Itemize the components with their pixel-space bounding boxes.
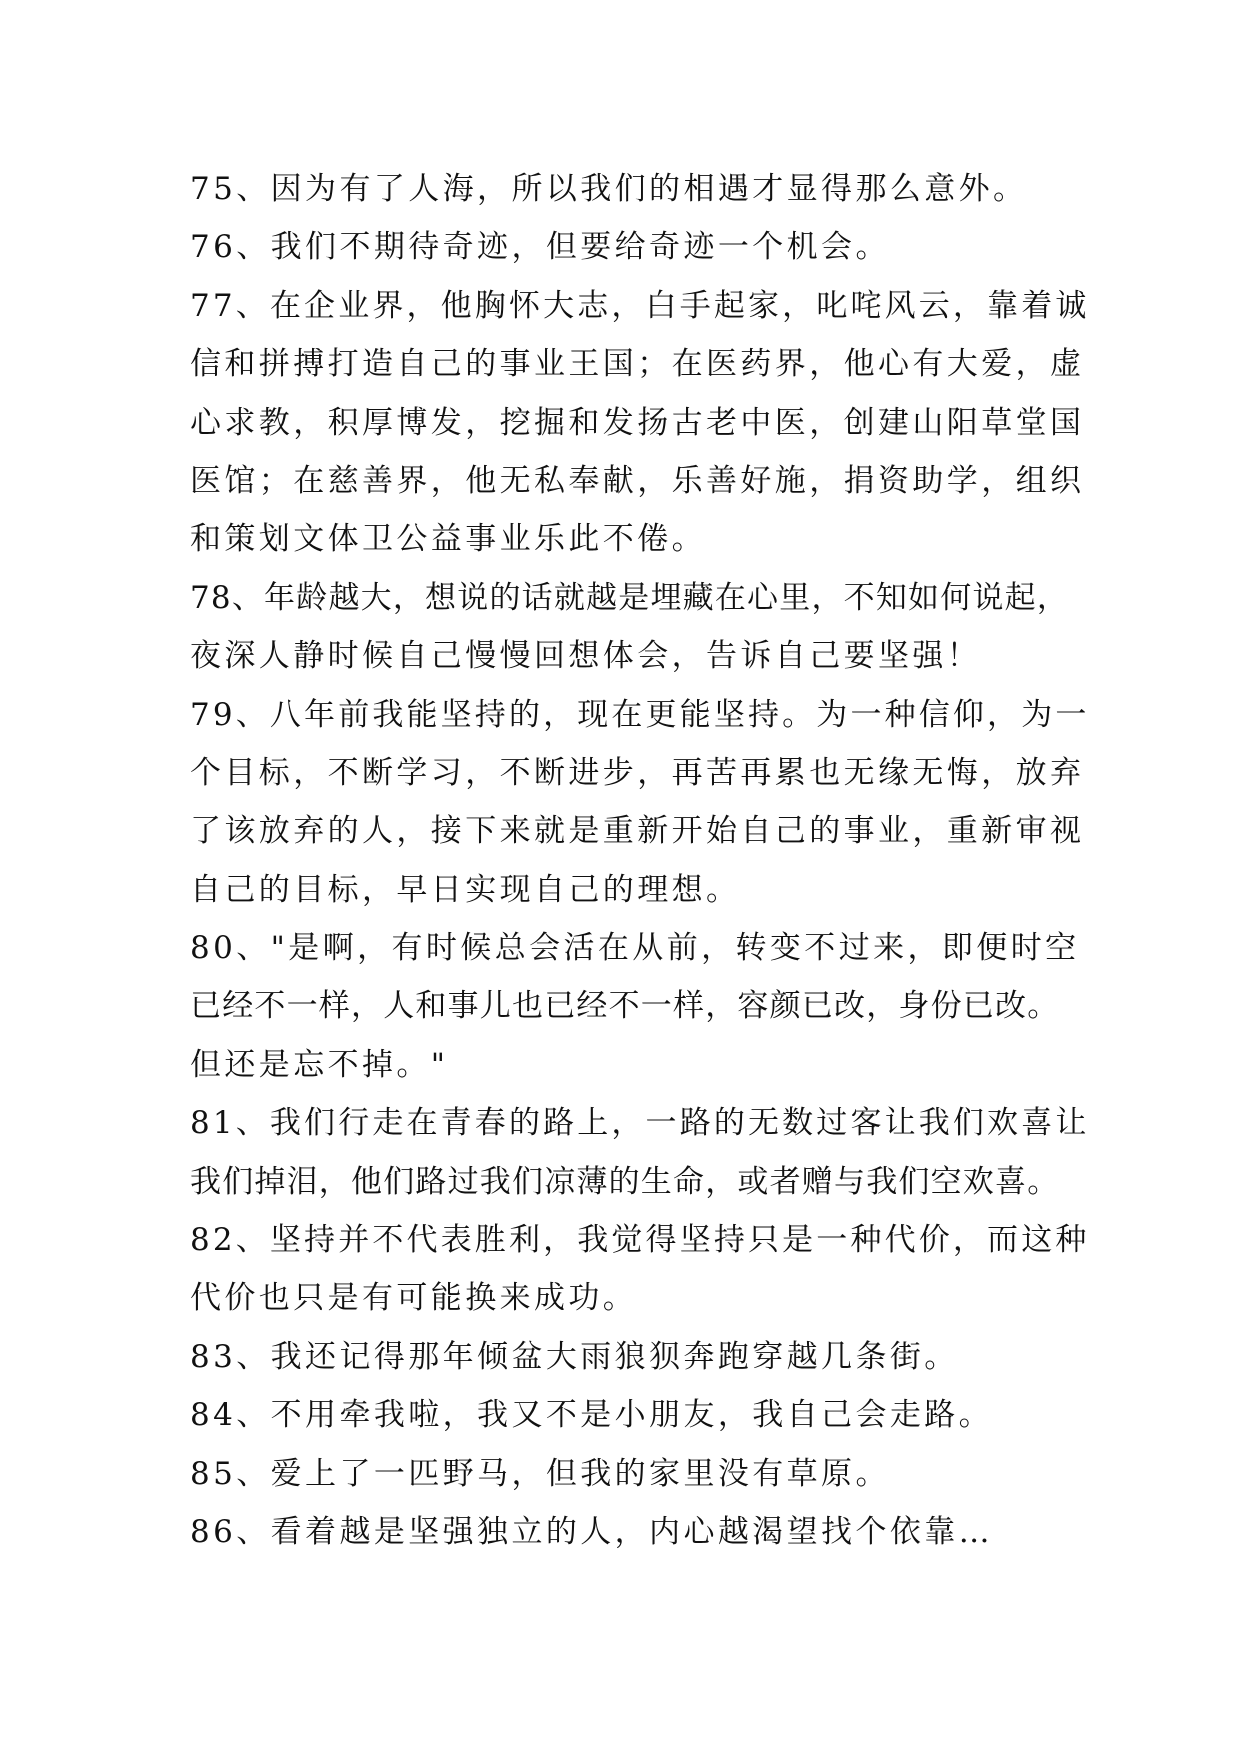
- text-line: 信和拼搏打造自己的事业王国；在医药界，他心有大爱，虚: [190, 346, 1085, 383]
- text-line: 81、我们行走在青春的路上，一路的无数过客让我们欢喜让: [190, 1105, 1090, 1142]
- text-line: 和策划文体卫公益事业乐此不倦。: [190, 521, 706, 558]
- text-line: 已经不一样，人和事儿也已经不一样，容颜已改，身份已改。: [190, 988, 1060, 1025]
- text-line: 84、不用牵我啦，我又不是小朋友，我自己会走路。: [190, 1397, 994, 1434]
- text-line: 79、八年前我能坚持的，现在更能坚持。为一种信仰，为一: [190, 696, 1090, 733]
- text-line: 83、我还记得那年倾盆大雨狼狈奔跑穿越几条街。: [190, 1338, 959, 1375]
- text-line: 我们掉泪，他们路过我们凉薄的生命，或者赠与我们空欢喜。: [190, 1163, 1060, 1200]
- text-line: 78、年龄越大，想说的话就越是埋藏在心里，不知如何说起，: [190, 579, 1070, 616]
- text-line: 85、爱上了一匹野马，但我的家里没有草原。: [190, 1455, 890, 1492]
- text-line: 医馆；在慈善界，他无私奉献，乐善好施，捐资助学，组织: [190, 462, 1085, 499]
- text-line: 但还是忘不掉。": [190, 1046, 449, 1083]
- text-line: 自己的目标，早日实现自己的理想。: [190, 871, 741, 908]
- text-line: 75、因为有了人海，所以我们的相遇才显得那么意外。: [190, 171, 1028, 207]
- text-line: 夜深人静时候自己慢慢回想体会，告诉自己要坚强！: [190, 638, 982, 675]
- document-body: [190, 160, 1090, 1561]
- text-line: 代价也只是有可能换来成功。: [190, 1280, 638, 1317]
- text-line: 82、坚持并不代表胜利，我觉得坚持只是一种代价，而这种: [190, 1222, 1090, 1259]
- text-line: 个目标，不断学习，不断进步，再苦再累也无缘无悔，放弃: [190, 754, 1085, 791]
- text-line: 心求教，积厚博发，挖掘和发扬古老中医，创建山阳草堂国: [190, 404, 1085, 441]
- text-line: 77、在企业界，他胸怀大志，白手起家，叱咤风云，靠着诚: [190, 287, 1090, 324]
- text-line: 了该放弃的人，接下来就是重新开始自己的事业，重新审视: [190, 813, 1085, 850]
- text-line: 76、我们不期待奇迹，但要给奇迹一个机会。: [190, 229, 890, 266]
- text-line: 86、看着越是坚强独立的人，内心越渴望找个依靠…: [190, 1513, 994, 1550]
- text-line: 80、"是啊，有时候总会活在从前，转变不过来，即便时空: [190, 930, 1080, 967]
